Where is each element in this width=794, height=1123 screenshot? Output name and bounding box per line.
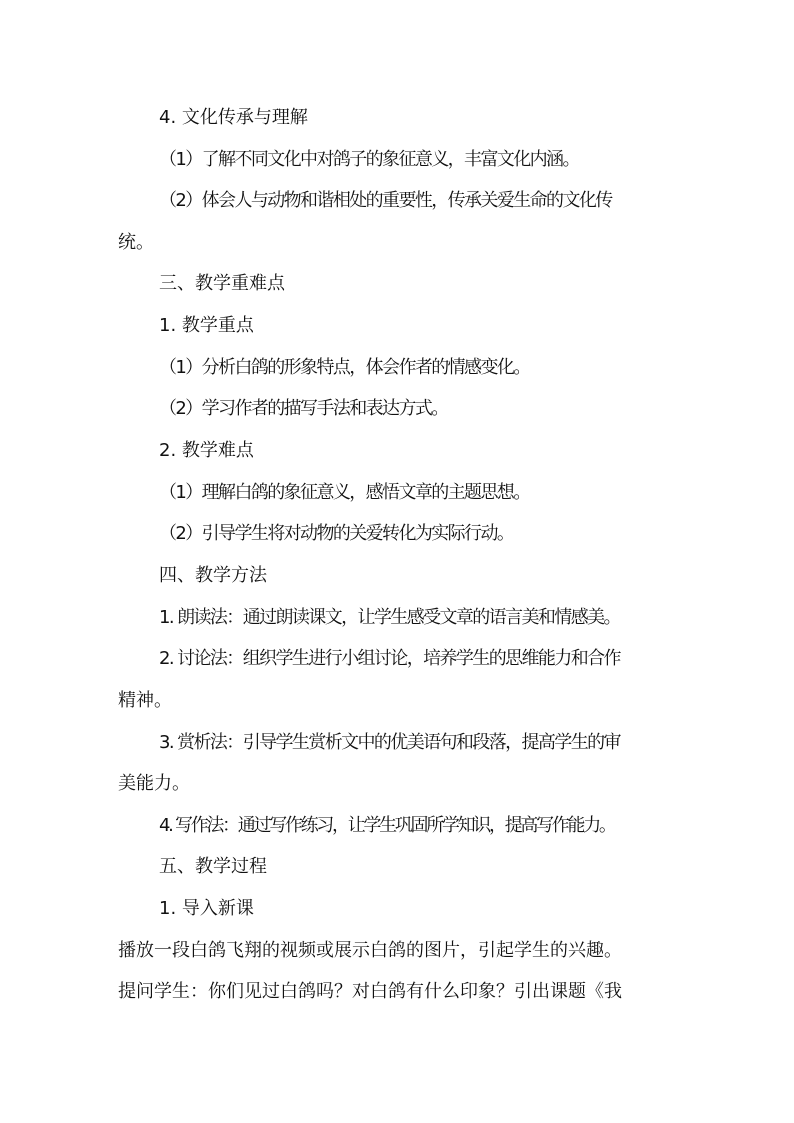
subsection-heading-introduction: 1. 导入新课 bbox=[159, 898, 254, 919]
list-item: （2）学习作者的描写手法和表达方式。 bbox=[159, 398, 448, 419]
method-item-writing: 4. 写作法：通过写作练习，让学生巩固所学知识，提高写作能力。 bbox=[159, 815, 615, 836]
section-heading-key-difficult-points: 三、教学重难点 bbox=[159, 273, 285, 294]
section-heading-cultural-heritage: 4. 文化传承与理解 bbox=[159, 107, 308, 128]
list-item: （1）了解不同文化中对鸽子的象征意义，丰富文化内涵。 bbox=[159, 149, 579, 170]
section-heading-teaching-methods: 四、教学方法 bbox=[159, 565, 267, 586]
list-item: （1）分析白鸽的形象特点，体会作者的情感变化。 bbox=[159, 357, 530, 378]
method-item-continuation: 美能力。 bbox=[118, 773, 190, 794]
method-item-discussion: 2. 讨论法：组织学生进行小组讨论，培养学生的思维能力和合作 bbox=[159, 648, 620, 669]
list-item: （1）理解白鸽的象征意义，感悟文章的主题思想。 bbox=[159, 482, 530, 503]
subsection-heading-teaching-focus: 1. 教学重点 bbox=[159, 315, 254, 336]
section-heading-teaching-process: 五、教学过程 bbox=[159, 856, 267, 877]
subsection-heading-teaching-difficulty: 2. 教学难点 bbox=[159, 440, 254, 461]
list-item: （2）引导学生将对动物的关爱转化为实际行动。 bbox=[159, 523, 514, 544]
paragraph-line: 提问学生：你们见过白鸽吗？对白鸽有什么印象？引出课题《我 bbox=[118, 981, 622, 1002]
method-item-continuation: 精神。 bbox=[118, 690, 172, 711]
list-item-continuation: 统。 bbox=[118, 232, 154, 253]
paragraph-line: 播放一段白鸽飞翔的视频或展示白鸽的图片，引起学生的兴趣。 bbox=[118, 940, 622, 961]
list-item: （2）体会人与动物和谐相处的重要性，传承关爱生命的文化传 bbox=[159, 190, 612, 211]
method-item-appreciation: 3. 赏析法：引导学生赏析文中的优美语句和段落，提高学生的审 bbox=[159, 732, 620, 753]
method-item-reading: 1. 朗读法：通过朗读课文，让学生感受文章的语言美和情感美。 bbox=[159, 607, 620, 628]
